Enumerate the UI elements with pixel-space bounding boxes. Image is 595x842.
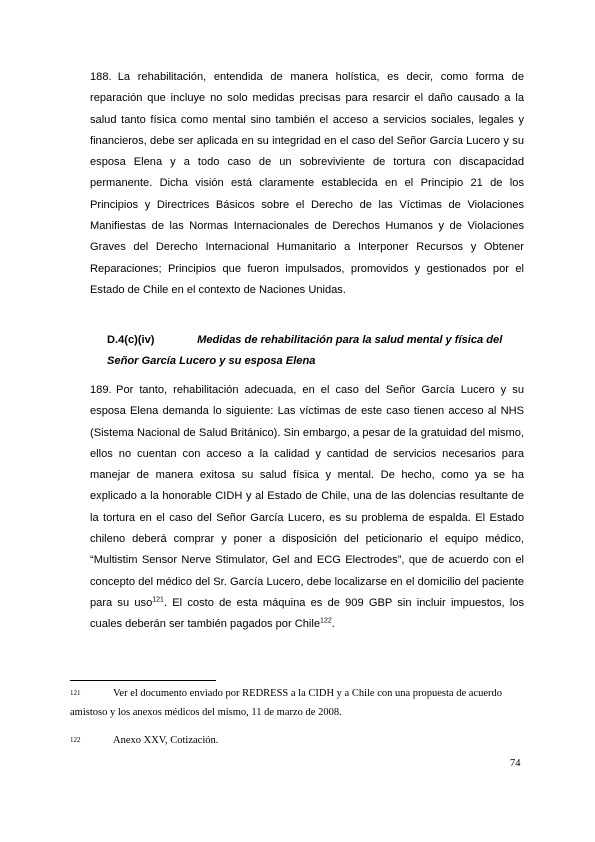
footnote-ref-121[interactable]: 121 bbox=[152, 596, 164, 604]
paragraph-text: La rehabilitación, entendida de manera holística, es decir, como forma de reparación que incluye no solo medidas precisas para resarcir el daño causado a la salud tanto física como mental sino también el acceso a servicios sociales, legales y financieros, debe ser aplicada en su integridad en el caso del Señor García Lucero y su esposa Elena y a todo caso de un sobreviviente de tortura con discapacidad permanente. Dicha visión está claramente establecida en el Principio 21 de los Principios y Directrices Básicos sobre el Derecho de las Víctimas de Violaciones Manifiestas de las Normas Internacionales de Derechos Humanos y de Violaciones Graves del Derecho Internacional Humanitario a Interponer Recursos y Obtener Reparaciones; Principios que fueron impulsados, promovidos y gestionados por el Estado de Chile en el contexto de Naciones Unidas. bbox=[90, 71, 524, 296]
footnote-text: Anexo XXV, Cotización. bbox=[113, 735, 219, 746]
footnote-ref-122[interactable]: 122 bbox=[320, 617, 332, 625]
paragraph-number: 188. bbox=[90, 71, 112, 83]
paragraph-188 bbox=[90, 67, 524, 301]
paragraph-text-end: . bbox=[331, 618, 335, 631]
footnote-122 bbox=[70, 731, 525, 750]
paragraph-text-cont: . El costo de esta máquina es de 909 GBP sin incluir impuestos, los cuales deberán ser también pagados por Chile bbox=[90, 596, 524, 631]
paragraph-number: 189. bbox=[90, 384, 112, 396]
section-code: D.4(c)(iv) bbox=[107, 334, 155, 346]
footnote-number: 122 bbox=[70, 736, 81, 744]
section-title: Medidas de rehabilitación para la salud mental y física del Señor García Lucero y su esposa Elena bbox=[107, 334, 503, 368]
paragraph-189 bbox=[90, 380, 524, 636]
footnote-number: 121 bbox=[70, 689, 81, 697]
footnote-divider bbox=[70, 680, 216, 681]
page-number: 74 bbox=[510, 758, 521, 769]
paragraph-text: Por tanto, rehabilitación adecuada, en el caso del Señor García Lucero y su esposa Elena demanda lo siguiente: Las víctimas de este caso tienen acceso al NHS (Sistema Nacional de Salud Británico). Sin embargo, a pesar de la gratuidad del mismo, ellos no cuentan con acceso a la calidad y cantidad de servicios necesarios para manejar de manera exitosa su salud física y mental. De hecho, como ya se ha explicado a la honorable CIDH y al Estado de Chile, una de las dolencias resultante de la tortura en el caso del Señor García Lucero, es su problema de espalda. El Estado chileno deberá comprar y poner a disposición del peticionario el equipo médico, “Multistim Sensor Nerve Stimulator, Gel and ECG Electrodes”, que de acuerdo con el concepto del médico del Sr. García Lucero, debe localizarse en el domicilio del paciente para su uso bbox=[90, 384, 524, 609]
section-heading bbox=[107, 330, 524, 373]
footnote-121 bbox=[70, 684, 525, 722]
footnote-text: Ver el documento enviado por REDRESS a la CIDH y a Chile con una propuesta de acuerdo amistoso y los anexos médicos del mismo, 11 de marzo de 2008. bbox=[70, 688, 502, 718]
